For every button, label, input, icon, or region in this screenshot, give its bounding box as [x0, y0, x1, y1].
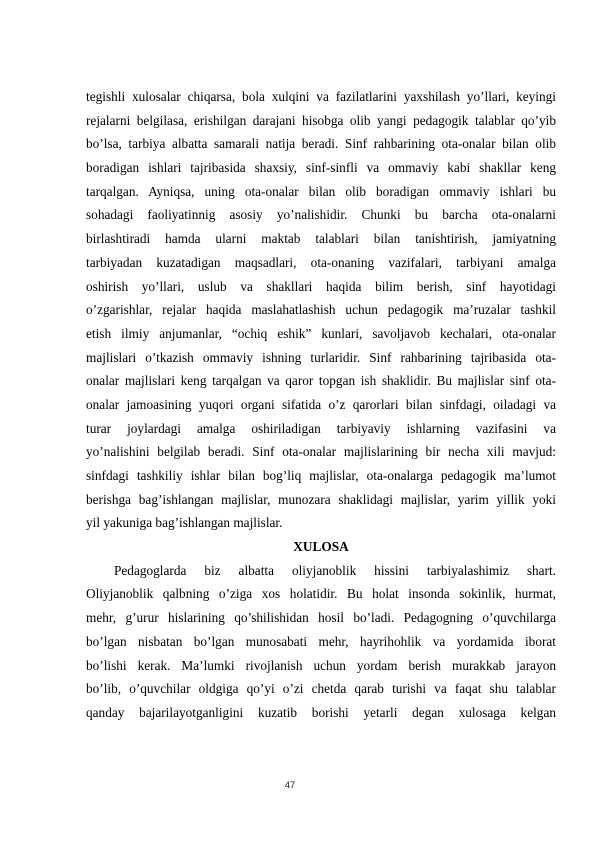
text-line: qanday bajarilayotganligini kuzatib borishi yetarli degan xulosaga kelgan: [86, 704, 556, 720]
text-line: Pedagoglarda biz albatta oliyjanoblik hissini tarbiyalashimiz shart.: [114, 562, 556, 578]
text-line: tarbiyadan kuzatadigan maqsadlari, ota-onaning vazifalari, tarbiyani amalga: [86, 254, 556, 270]
paragraph-conclusion: [86, 559, 556, 725]
text-line: birlashtiradi hamda ularni maktab talablari bilan tanishtirish, jamiyatning: [86, 231, 556, 247]
section-heading: XULOSA: [293, 539, 349, 555]
text-line: onalar majlislari keng tarqalgan va qaror topgan ish shaklidir. Bu majlislar sinf ota-: [86, 373, 556, 389]
text-line: majlislari o’tkazish ommaviy ishning turlaridir. Sinf rahbarining tajribasida ota-: [86, 349, 556, 365]
text-line: bo’lib, o’quvchilar oldgiga qo’yi o’zi chetda qarab turishi va faqat shu talablar: [86, 681, 556, 697]
paragraph-parent-meetings: [86, 85, 556, 535]
body-text: [86, 85, 556, 725]
text-line: bo’lsa, tarbiya albatta samarali natija beradi. Sinf rahbarining ota-onalar bilan olib: [86, 136, 556, 152]
text-line: tarqalgan. Ayniqsa, uning ota-onalar bilan olib boradigan ommaviy ishlari bu: [86, 183, 556, 199]
text-line: sohadagi faoliyatinnig asosiy yo’nalishidir. Chunki bu barcha ota-onalarni: [86, 207, 556, 223]
text-line: bo’lgan nisbatan bo’lgan munosabati mehr, hayrihohlik va yordamida iborat: [86, 633, 556, 649]
text-line: bo’lishi kerak. Ma’lumki rivojlanish uchun yordam berish murakkab jarayon: [86, 657, 556, 673]
text-line: boradigan ishlari tajribasida shaxsiy, sinf-sinfli va ommaviy kabi shakllar keng: [86, 160, 556, 176]
text-line: yil yakuniga bag’ishlangan majlislar.: [86, 515, 283, 531]
text-line: onalar jamoasining yuqori organi sifatida o’z qarorlari bilan sinfdagi, oiladagi va: [86, 396, 556, 412]
text-line: etish ilmiy anjumanlar, “ochiq eshik” kunlari, savoljavob kechalari, ota-onalar: [86, 325, 556, 341]
text-line: o’zgarishlar, rejalar haqida maslahatlashish uchun pedagogik ma’ruzalar tashkil: [86, 302, 556, 318]
page-number: 47: [284, 780, 296, 791]
text-line: berishga bag’ishlangan majlislar, munozara shaklidagi majlislar, yarim yillik yoki: [86, 491, 556, 507]
text-line: mehr, g’urur hislarining qo’shilishidan hosil bo’ladi. Pedagogning o’quvchilarga: [86, 610, 556, 626]
text-line: rejalarni belgilasa, erishilgan darajani hisobga olib yangi pedagogik talablar qo’yib: [86, 112, 556, 128]
text-line: Oliyjanoblik qalbning o’ziga xos holatidir. Bu holat insonda sokinlik, hurmat,: [86, 586, 556, 602]
text-line: turar joylardagi amalga oshiriladigan tarbiyaviy ishlarning vazifasini va: [86, 420, 556, 436]
text-line: tegishli xulosalar chiqarsa, bola xulqini va fazilatlarini yaxshilash yo’llari, keyingi: [86, 89, 556, 104]
text-line: sinfdagi tashkiliy ishlar bilan bog’liq majlislar, ota-onalarga pedagogik ma’lumot: [86, 468, 556, 483]
text-line: yo’nalishini belgilab beradi. Sinf ota-onalar majlislarining bir necha xili mavjud:: [86, 444, 556, 460]
text-line: oshirish yo’llari, uslub va shakllari haqida bilim berish, sinf hayotidagi: [86, 278, 556, 294]
